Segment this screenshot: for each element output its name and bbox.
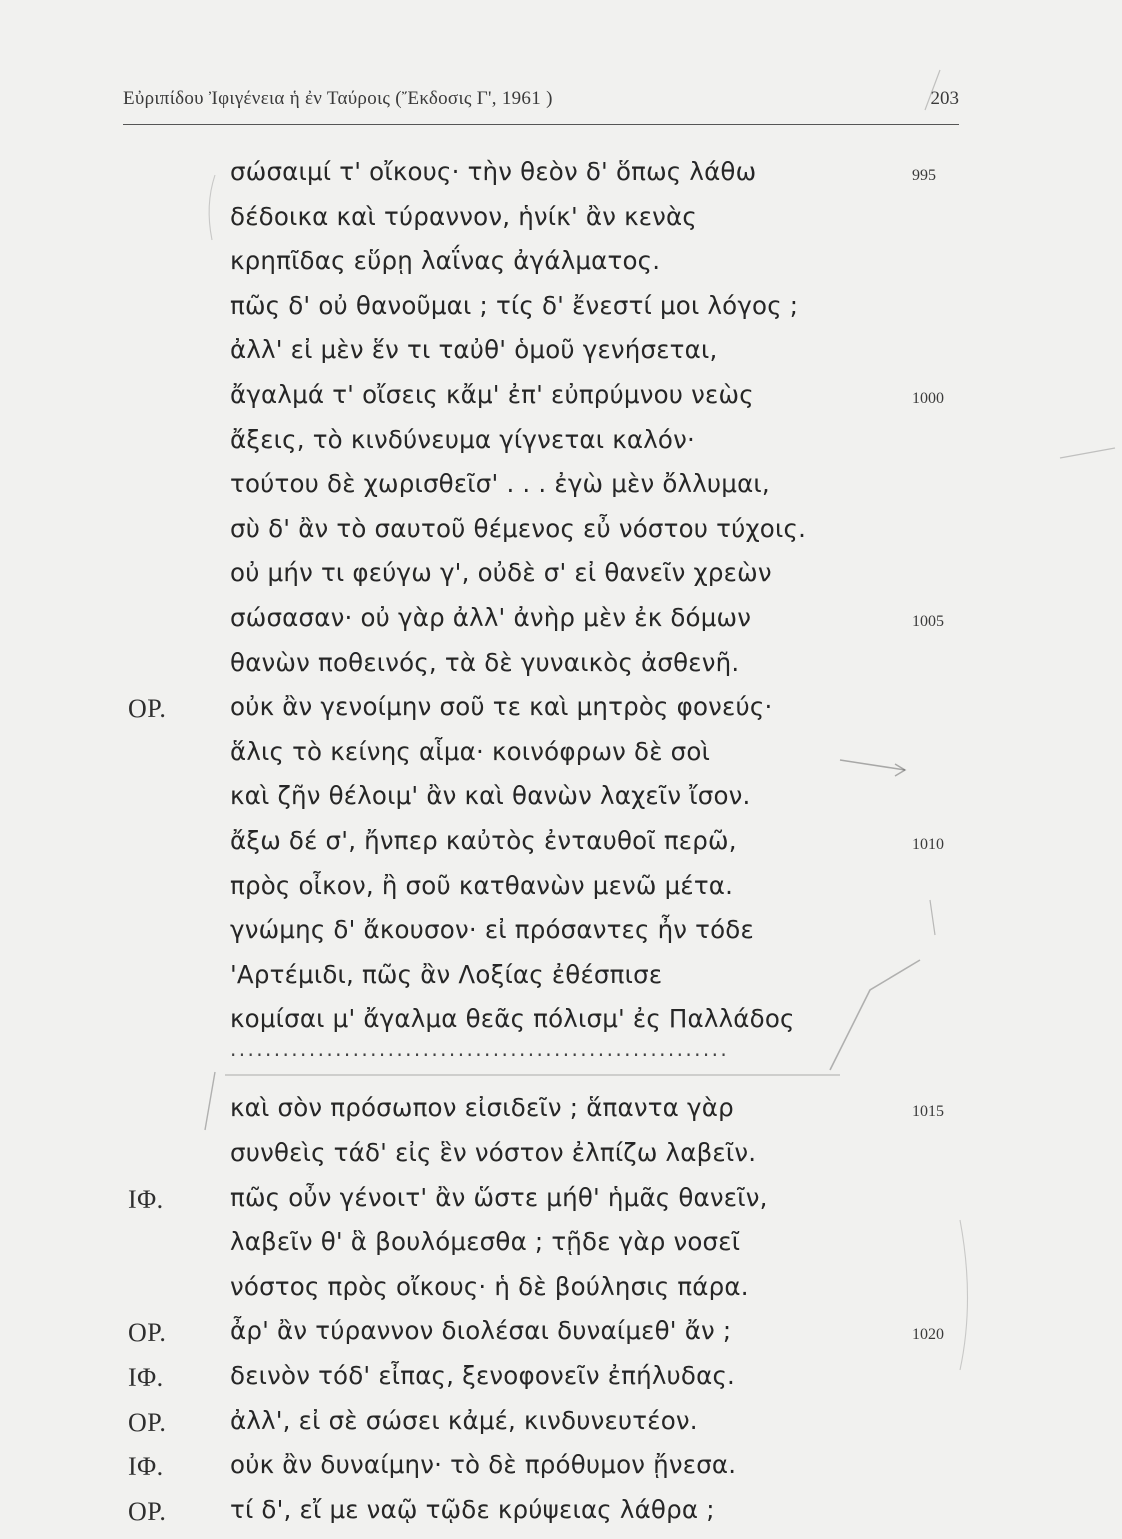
line-number: 995 xyxy=(912,167,936,184)
line-number: 1005 xyxy=(912,612,944,630)
verse-text: ἅλις τὸ κείνης αἷμα· κοινόφρων δὲ σοὶ xyxy=(230,736,711,766)
verse-text: ἀλλ', εἰ σὲ σώσει κἀμέ, κινδυνευτέον. xyxy=(230,1405,698,1435)
verse-text: σὺ δ' ἂν τὸ σαυτοῦ θέμενος εὖ νόστου τύχοις. xyxy=(230,513,807,543)
verse-text: καὶ σὸν πρόσωπον εἰσιδεῖν ; ἅπαντα γὰρ xyxy=(230,1093,734,1123)
verse-text: οὐ μήν τι φεύγω γ', οὐδὲ σ' εἰ θανεῖν χρεὼν xyxy=(230,558,772,588)
speaker-label: ΙΦ. xyxy=(128,1184,164,1214)
verse-text: θανὼν ποθεινός, τὰ δὲ γυναικὸς ἀσθενῆ. xyxy=(230,647,740,677)
speaker-label: ΙΦ. xyxy=(128,1363,164,1393)
verse-text: ἄξω δέ σ', ἤνπερ καὐτὸς ἐνταυθοῖ περῶ, xyxy=(230,825,737,855)
speaker-label: ΟΡ. xyxy=(128,1496,167,1526)
speaker-label: ΟΡ. xyxy=(128,694,167,724)
verse-text: γνώμης δ' ἄκουσον· εἰ πρόσαντες ἦν τόδε xyxy=(230,915,754,945)
verse-text: νόστος πρὸς οἴκους· ἡ δὲ βούλησις πάρα. xyxy=(230,1271,749,1301)
verse-text: πῶς οὖν γένοιτ' ἂν ὥστε μήθ' ἡμᾶς θανεῖν, xyxy=(230,1182,768,1212)
line-number: 1015 xyxy=(912,1103,944,1121)
verse-text: σώσαιμί τ' οἴκους· τὴν θεὸν δ' ὅπως λάθω xyxy=(230,157,757,186)
verse-line xyxy=(0,1495,1122,1539)
verse-text: σώσασαν· οὐ γὰρ ἀλλ' ἀνὴρ μὲν ἐκ δόμων xyxy=(230,602,752,632)
header-title: Εὐριπίδου Ἰφιγένεια ἡ ἐν Ταύροις (Ἔκδοσις Γ', 1961 ) xyxy=(123,88,553,109)
verse-text: συνθεὶς τάδ' εἰς ἓν νόστον ἐλπίζω λαβεῖν. xyxy=(230,1138,757,1168)
verse-text: ἀλλ' εἰ μὲν ἕν τι ταὐθ' ὁμοῦ γενήσεται, xyxy=(230,335,718,365)
line-number: 1010 xyxy=(912,835,944,853)
speaker-label: ΙΦ. xyxy=(128,1452,164,1482)
verse-text: τούτου δὲ χωρισθεῖσ' . . . ἐγὼ μὲν ὄλλυμαι, xyxy=(230,469,770,499)
line-number: 1000 xyxy=(912,389,944,407)
verse-text: τί δ', εἴ με ναῷ τῷδε κρύψειας λάθρα ; xyxy=(230,1494,715,1524)
verse-text: ἄγαλμά τ' οἴσεις κἄμ' ἐπ' εὐπρύμνου νεὼς xyxy=(230,379,754,409)
speaker-label: ΟΡ. xyxy=(128,1318,167,1348)
verse-text: ἄξεις, τὸ κινδύνευμα γίγνεται καλόν· xyxy=(230,424,695,454)
speaker-label: ΟΡ. xyxy=(128,1407,167,1437)
page-number: 203 xyxy=(930,88,959,109)
verse-text: δέδοικα καὶ τύραννον, ἡνίκ' ἂν κενὰς xyxy=(230,201,697,231)
line-number: 1020 xyxy=(912,1326,944,1344)
verse-text: οὐκ ἂν γενοίμην σοῦ τε καὶ μητρὸς φονεύς· xyxy=(230,692,773,722)
verse-text: δεινὸν τόδ' εἶπας, ξενοφονεῖν ἐπήλυδας. xyxy=(230,1361,736,1391)
verse-text: πῶς δ' οὐ θανοῦμαι ; τίς δ' ἔνεστί μοι λόγος ; xyxy=(230,290,799,320)
verse-text: κομίσαι μ' ἄγαλμα θεᾶς πόλισμ' ἐς Παλλάδος xyxy=(230,1004,795,1034)
verse-text: οὐκ ἂν δυναίμην· τὸ δὲ πρόθυμον ᾔνεσα. xyxy=(230,1450,737,1480)
verse-text: λαβεῖν θ' ἃ βουλόμεσθα ; τῇδε γὰρ νοσεῖ xyxy=(230,1227,741,1257)
verse-text: ἆρ' ἂν τύραννον διολέσαι δυναίμεθ' ἄν ; xyxy=(230,1316,732,1346)
verse-text: 'Αρτέμιδι, πῶς ἂν Λοξίας ἐθέσπισε xyxy=(230,959,663,989)
verse-text: καὶ ζῆν θέλοιμ' ἂν καὶ θανὼν λαχεῖν ἴσον. xyxy=(230,781,751,811)
lacuna-dots: ......................................................... xyxy=(230,1036,730,1061)
verse-text: πρὸς οἶκον, ἢ σοῦ κατθανὼν μενῶ μέτα. xyxy=(230,870,734,900)
verse-text: κρηπῖδας εὕρῃ λαΐνας ἀγάλματος. xyxy=(230,246,661,276)
